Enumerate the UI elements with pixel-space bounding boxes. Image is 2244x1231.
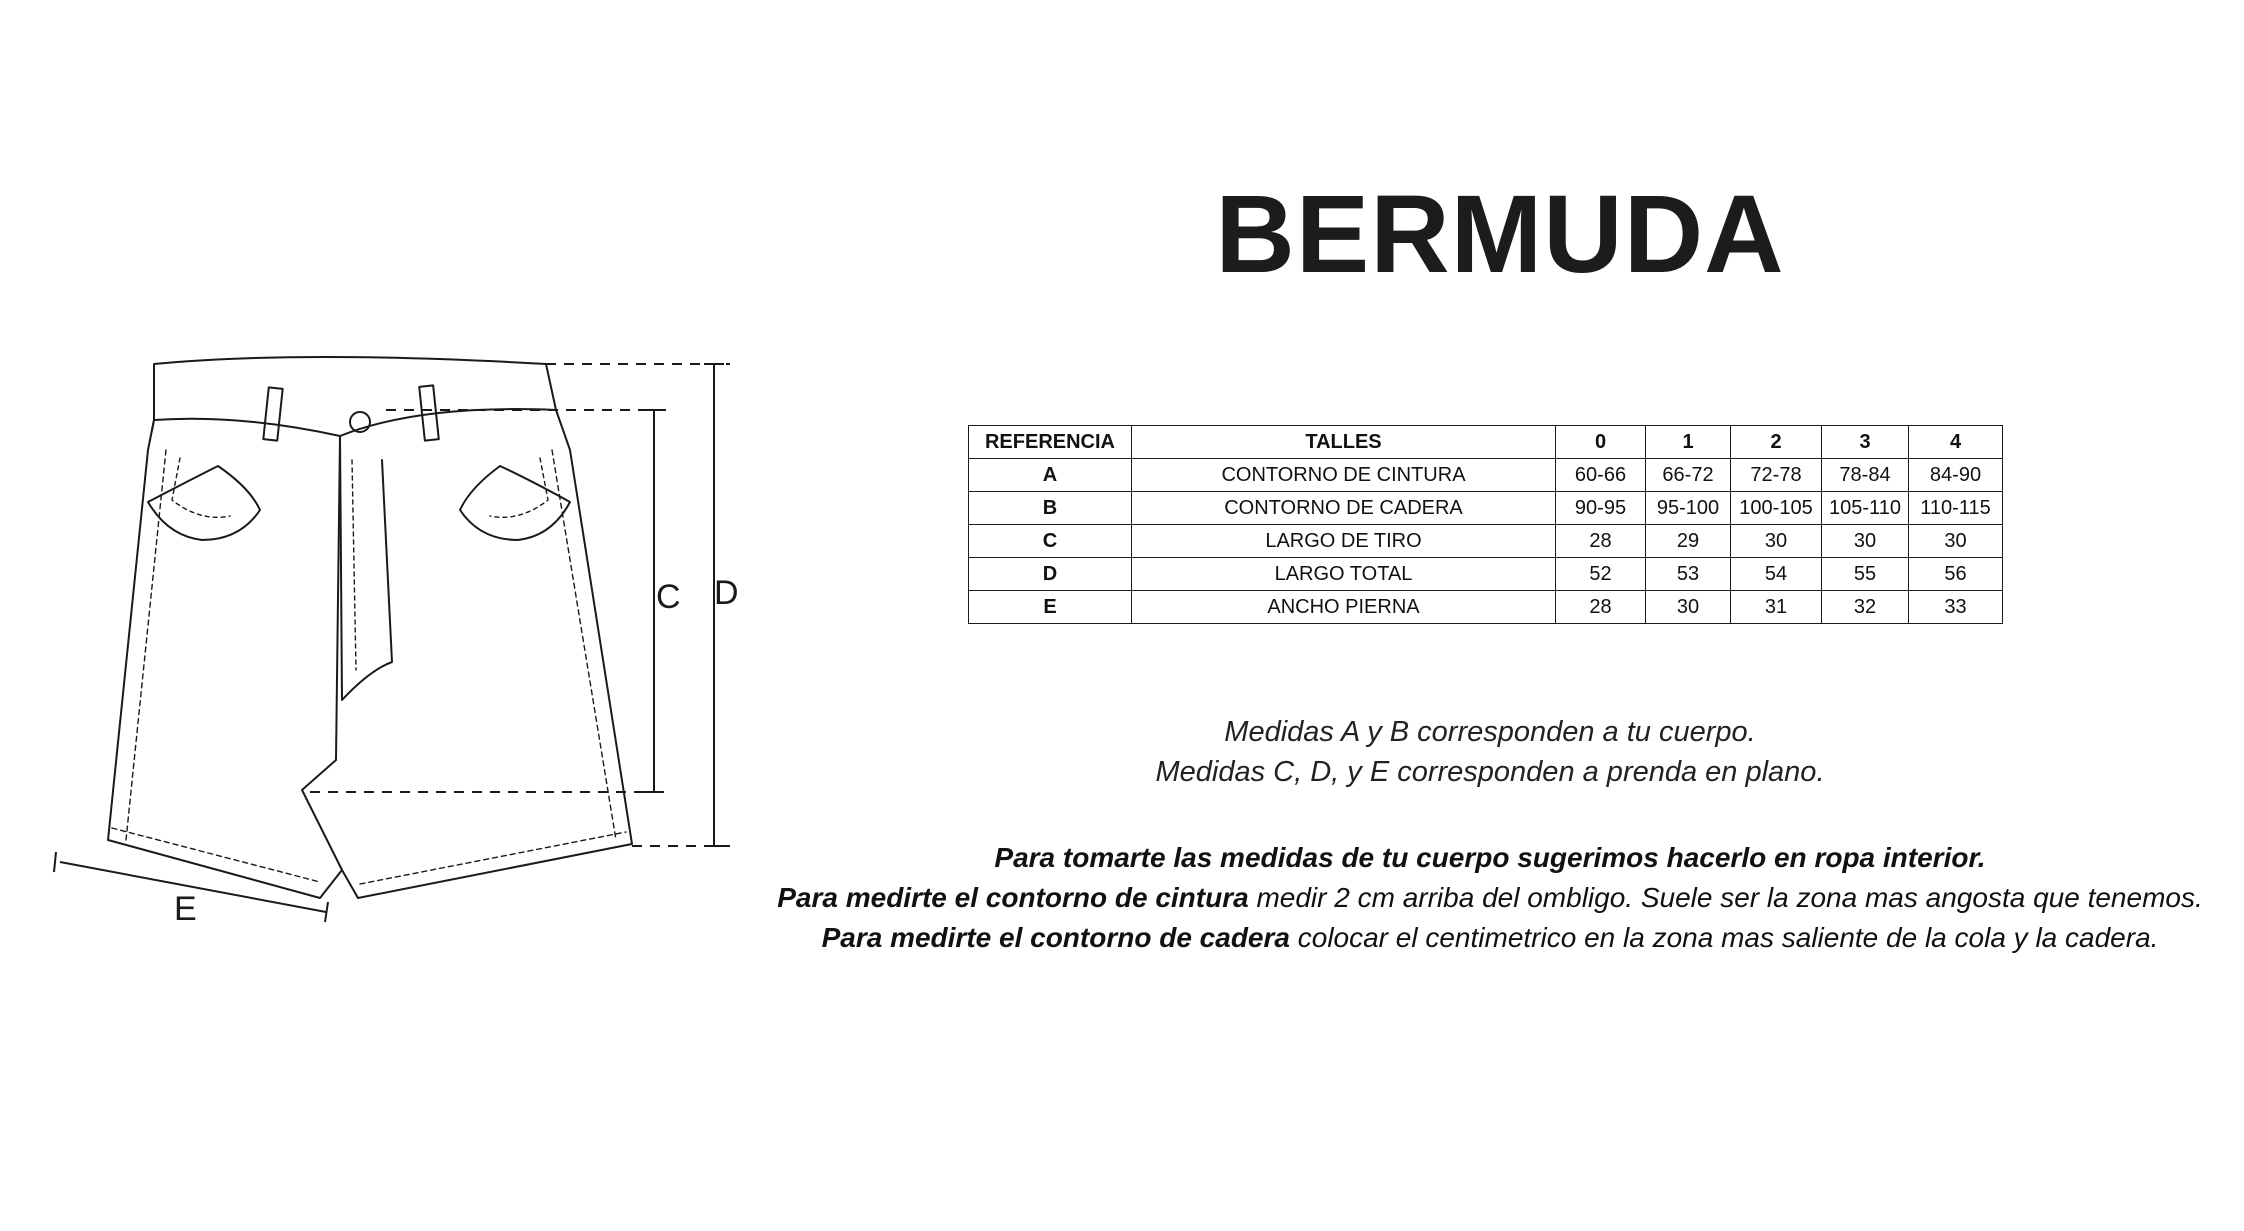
dimension-label-d: D: [714, 574, 739, 612]
size-table: [968, 425, 2003, 624]
shorts-left-outline: [108, 420, 342, 898]
e-tick-left: [54, 852, 56, 872]
row-value: 60-66: [1556, 459, 1646, 492]
row-value: 100-105: [1731, 492, 1822, 525]
shorts-right-outline: [342, 410, 632, 898]
table-row: [969, 558, 2003, 591]
row-value: 52: [1556, 558, 1646, 591]
note-line-2: Medidas C, D, y E corresponden a prenda en plano.: [1155, 756, 1825, 788]
tip-line-2: [760, 878, 2220, 918]
row-value: 30: [1646, 591, 1731, 624]
left-pocket-stitch: [172, 458, 230, 517]
row-value: 72-78: [1731, 459, 1822, 492]
header-referencia: REFERENCIA: [969, 426, 1132, 459]
header-size-4: 4: [1909, 426, 2003, 459]
page-title: BERMUDA: [1215, 173, 1785, 296]
header-size-2: 2: [1731, 426, 1822, 459]
tip-line-2-bold: Para medirte el contorno de cintura: [777, 882, 1249, 913]
measurement-notes: [760, 712, 2220, 792]
left-side-stitch: [126, 450, 166, 840]
row-ref: E: [969, 591, 1132, 624]
table-row: [969, 525, 2003, 558]
shorts-diagram: [40, 340, 780, 960]
row-ref: A: [969, 459, 1132, 492]
fly-stitch: [352, 460, 356, 670]
row-value: 78-84: [1822, 459, 1909, 492]
row-value: 95-100: [1646, 492, 1731, 525]
waistband: [154, 357, 556, 436]
row-value: 105-110: [1822, 492, 1909, 525]
header-talles: TALLES: [1132, 426, 1556, 459]
tip-line-1: Para tomarte las medidas de tu cuerpo sugerimos hacerlo en ropa interior.: [994, 842, 1986, 873]
row-value: 66-72: [1646, 459, 1731, 492]
table-row: [969, 591, 2003, 624]
tip-line-2-text: medir 2 cm arriba del ombligo. Suele ser la zona mas angosta que tenemos.: [1248, 882, 2203, 913]
row-measure-name: LARGO TOTAL: [1132, 558, 1556, 591]
row-value: 28: [1556, 591, 1646, 624]
row-measure-name: ANCHO PIERNA: [1132, 591, 1556, 624]
row-value: 56: [1909, 558, 2003, 591]
dimension-label-c: C: [656, 578, 681, 616]
row-value: 90-95: [1556, 492, 1646, 525]
row-value: 54: [1731, 558, 1822, 591]
row-measure-name: CONTORNO DE CINTURA: [1132, 459, 1556, 492]
row-value: 30: [1822, 525, 1909, 558]
right-pocket: [460, 466, 570, 540]
row-value: 30: [1731, 525, 1822, 558]
row-value: 110-115: [1909, 492, 2003, 525]
row-value: 33: [1909, 591, 2003, 624]
tip-line-3-text: colocar el centimetrico en la zona mas saliente de la cola y la cadera.: [1289, 922, 2159, 953]
row-value: 29: [1646, 525, 1731, 558]
hem-stitch-left: [112, 828, 320, 882]
right-side-stitch: [552, 450, 616, 840]
measuring-tips: [760, 838, 2220, 958]
row-value: 32: [1822, 591, 1909, 624]
table-row: [969, 459, 2003, 492]
dimension-label-e: E: [174, 890, 197, 928]
row-measure-name: LARGO DE TIRO: [1132, 525, 1556, 558]
table-header-row: [969, 426, 2003, 459]
row-ref: B: [969, 492, 1132, 525]
row-value: 84-90: [1909, 459, 2003, 492]
note-line-1: Medidas A y B corresponden a tu cuerpo.: [1224, 716, 1756, 748]
left-pocket: [148, 466, 260, 540]
hem-stitch-right: [360, 832, 626, 884]
row-measure-name: CONTORNO DE CADERA: [1132, 492, 1556, 525]
fly-line: [340, 436, 392, 700]
belt-loop-right: [419, 385, 439, 440]
shorts-technical-drawing: [40, 340, 780, 960]
row-value: 28: [1556, 525, 1646, 558]
row-ref: D: [969, 558, 1132, 591]
row-value: 30: [1909, 525, 2003, 558]
tip-line-3: [760, 918, 2220, 958]
row-value: 55: [1822, 558, 1909, 591]
header-size-3: 3: [1822, 426, 1909, 459]
row-value: 31: [1731, 591, 1822, 624]
row-value: 53: [1646, 558, 1731, 591]
header-size-0: 0: [1556, 426, 1646, 459]
tip-line-3-bold: Para medirte el contorno de cadera: [821, 922, 1290, 953]
header-size-1: 1: [1646, 426, 1731, 459]
table-row: [969, 492, 2003, 525]
row-ref: C: [969, 525, 1132, 558]
belt-loop-left: [263, 387, 282, 440]
